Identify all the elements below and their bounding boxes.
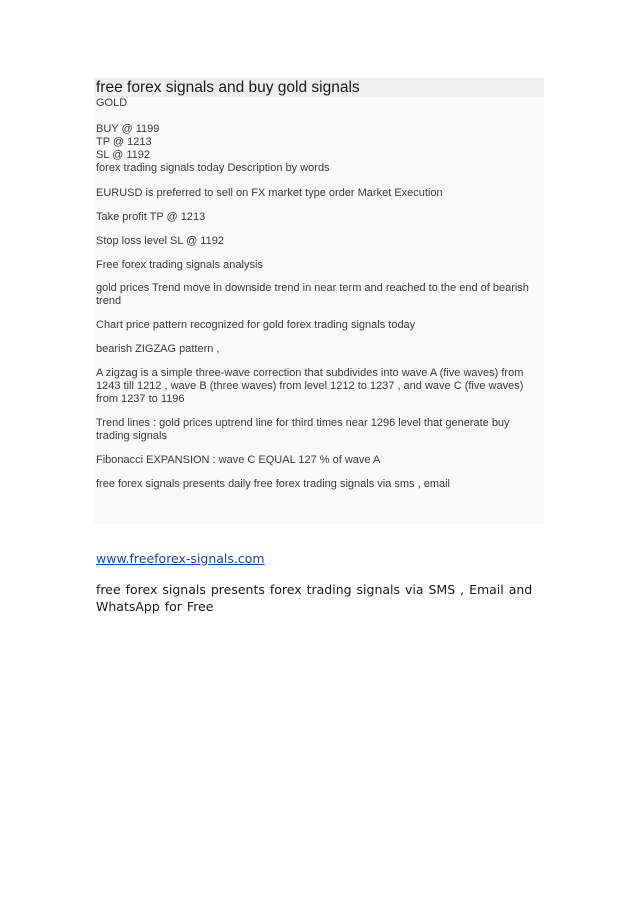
- fibonacci-paragraph: Fibonacci EXPANSION : wave C EQUAL 127 % of wave A: [96, 454, 381, 466]
- spacer: [96, 224, 542, 235]
- asset-label: GOLD: [96, 97, 128, 109]
- spacer: [96, 308, 542, 319]
- stop-loss-price: SL @ 1192: [96, 149, 150, 161]
- buy-price: BUY @ 1199: [96, 123, 160, 135]
- stop-loss-paragraph: Stop loss level SL @ 1192: [96, 235, 224, 247]
- take-profit-price: TP @ 1213: [96, 136, 152, 148]
- footer-section: [96, 548, 546, 615]
- spacer: [96, 467, 542, 478]
- spacer: [96, 443, 542, 454]
- trend-lines-paragraph: Trend lines : gold prices uptrend line for third times near 1296 level that generate buy trading signals: [96, 417, 510, 442]
- spacer: [96, 406, 542, 417]
- signal-content: [94, 97, 544, 491]
- eurusd-paragraph: EURUSD is preferred to sell on FX market type order Market Execution: [96, 187, 443, 199]
- take-profit-paragraph: Take profit TP @ 1213: [96, 211, 206, 223]
- spacer: [96, 110, 542, 123]
- spacer: [96, 272, 542, 282]
- trend-paragraph: gold prices Trend move in downside trend in near term and reached to the end of bearish trend: [96, 282, 529, 307]
- page-title: free forex signals and buy gold signals: [96, 79, 360, 96]
- signal-content-box: [94, 78, 544, 524]
- website-link[interactable]: www.freeforex-signals.com: [96, 551, 265, 566]
- description-heading: forex trading signals today Description by words: [96, 162, 330, 174]
- spacer: [96, 175, 542, 187]
- zigzag-paragraph: A zigzag is a simple three-wave correction that subdivides into wave A (five waves) from 1243 till 1212 , wave B (three waves) from level 1212 to 1237 , and wave C (five waves) from 1237 to 1196: [96, 367, 524, 405]
- footer-description: free forex signals presents forex trading signals via SMS , Email and WhatsApp for Free: [96, 582, 533, 614]
- service-paragraph: free forex signals presents daily free forex trading signals via sms , email: [96, 478, 450, 490]
- spacer: [96, 332, 542, 343]
- spacer: [96, 200, 542, 211]
- pattern-heading: Chart price pattern recognized for gold forex trading signals today: [96, 319, 416, 331]
- title-bar: [94, 78, 544, 97]
- spacer: [96, 248, 542, 259]
- spacer: [96, 356, 542, 367]
- analysis-heading: Free forex trading signals analysis: [96, 259, 263, 271]
- pattern-name: bearish ZIGZAG pattern ,: [96, 343, 220, 355]
